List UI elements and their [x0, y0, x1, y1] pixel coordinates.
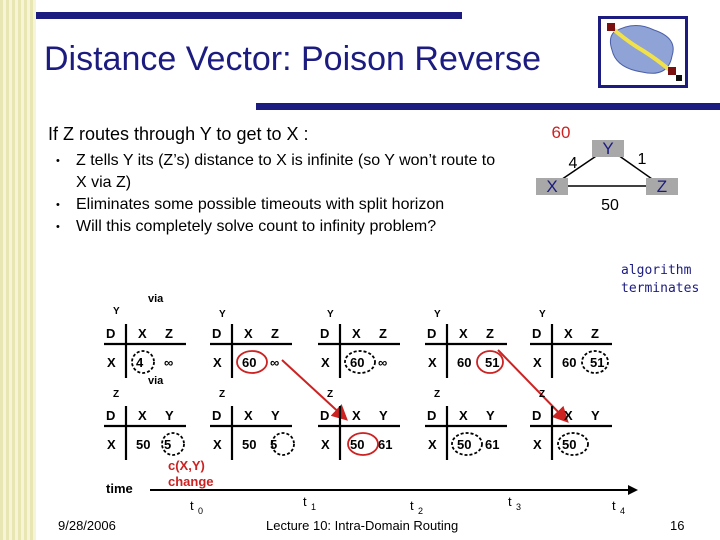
node-z-label: Z	[656, 177, 668, 196]
bullet-item: • Z tells Y its (Z’s) distance to X is infinite (so Y won’t route to X via Z)	[56, 150, 496, 194]
table-corner-sub: Y	[539, 309, 546, 320]
distance-tables	[0, 280, 720, 520]
time-tick-subscript: 1	[311, 502, 317, 512]
cost-xy-new: 60	[551, 123, 571, 142]
time-tick-label: t	[303, 494, 307, 509]
table-col-header: Y	[379, 408, 388, 423]
event-label: change	[168, 474, 214, 489]
table-corner-label: D	[212, 408, 222, 423]
table-row-label: X	[428, 437, 437, 452]
via-label: via	[148, 293, 164, 305]
table-corner-sub: Z	[113, 389, 120, 400]
network-diagram	[520, 116, 720, 226]
table-cell: 50	[242, 437, 257, 452]
table-col-header: Z	[379, 326, 387, 341]
table-cell: 5	[270, 437, 278, 452]
table-cell: ∞	[378, 355, 388, 370]
table-col-header: X	[459, 326, 468, 341]
table-corner-sub: Z	[327, 389, 334, 400]
table-row-label: X	[533, 355, 542, 370]
bullet-list	[56, 150, 496, 238]
intro-text: If Z routes through Y to get to X :	[48, 124, 309, 144]
table-row-label: X	[321, 437, 330, 452]
table-cell: 4	[136, 355, 144, 370]
table-cell: 51	[485, 355, 500, 370]
table-cell: 50	[457, 437, 472, 452]
time-tick-subscript: 3	[516, 502, 522, 512]
table-col-header: Y	[486, 408, 495, 423]
table-col-header: X	[244, 408, 253, 423]
bullet-item: • Eliminates some possible timeouts with split horizon	[56, 194, 496, 216]
time-tick-label: t	[190, 498, 194, 513]
slide-title: Distance Vector: Poison Reverse	[44, 40, 542, 78]
table-col-header: X	[244, 326, 253, 341]
table-row-label: X	[107, 437, 116, 452]
note-line: algorithm	[621, 263, 692, 278]
table-col-header: Z	[165, 326, 173, 341]
note-line: terminates	[621, 281, 700, 296]
table-cell: 50	[562, 437, 577, 452]
footer-course: Lecture 10: Intra-Domain Routing	[266, 518, 459, 533]
table-cell: 60	[457, 355, 472, 370]
table-cell: 50	[136, 437, 151, 452]
table-row-label: X	[533, 437, 542, 452]
time-axis-arrowhead	[628, 485, 638, 495]
table-corner-sub: Y	[219, 309, 226, 320]
event-label: c(X,Y)	[168, 458, 205, 473]
via-label: via	[148, 375, 164, 387]
footer-page: 16	[670, 518, 685, 533]
table-col-header: X	[138, 326, 147, 341]
table-corner-sub: Y	[113, 306, 120, 317]
top-title-bar	[36, 12, 462, 19]
table-col-header: X	[564, 326, 573, 341]
table-corner-sub: Y	[434, 309, 441, 320]
table-corner-sub: Z	[434, 389, 441, 400]
table-cell: ∞	[164, 355, 174, 370]
cost-xz: 50	[601, 197, 619, 214]
table-corner-label: D	[106, 326, 116, 341]
table-corner-label: D	[106, 408, 116, 423]
table-col-header: X	[138, 408, 147, 423]
time-tick-label: t	[410, 498, 414, 513]
bullet-item: • Will this completely solve count to infinity problem?	[56, 216, 496, 238]
table-col-header: X	[352, 408, 361, 423]
table-cell: 61	[485, 437, 500, 452]
table-corner-label: D	[320, 408, 330, 423]
table-row-label: X	[213, 355, 222, 370]
table-col-header: X	[564, 408, 573, 423]
table-col-header: X	[352, 326, 361, 341]
node-x-label: X	[546, 177, 558, 196]
under-title-bar	[256, 103, 720, 110]
table-cell: 61	[378, 437, 393, 452]
table-corner-label: D	[532, 326, 542, 341]
cost-yz: 1	[637, 151, 647, 168]
table-row-label: X	[107, 355, 116, 370]
time-tick-subscript: 0	[198, 506, 204, 516]
table-cell: 60	[562, 355, 577, 370]
network-cloud-logo	[598, 16, 688, 88]
table-corner-label: D	[320, 326, 330, 341]
table-col-header: Y	[271, 408, 280, 423]
table-row-label: X	[321, 355, 330, 370]
node-y-label: Y	[602, 139, 614, 158]
cost-xy-old: 4	[568, 155, 578, 172]
time-label: time	[106, 481, 133, 496]
table-corner-label: D	[427, 408, 437, 423]
table-cell: ∞	[270, 355, 280, 370]
table-row-label: X	[428, 355, 437, 370]
table-corner-sub: Z	[219, 389, 226, 400]
table-corner-label: D	[427, 326, 437, 341]
time-tick-label: t	[612, 498, 616, 513]
table-col-header: Z	[271, 326, 279, 341]
table-col-header: Y	[165, 408, 174, 423]
table-cell: 50	[350, 437, 365, 452]
time-tick-label: t	[508, 494, 512, 509]
table-cell: 60	[242, 355, 257, 370]
table-col-header: Z	[591, 326, 599, 341]
time-tick-subscript: 2	[418, 506, 424, 516]
table-col-header: Y	[591, 408, 600, 423]
table-corner-label: D	[532, 408, 542, 423]
table-cell: 60	[350, 355, 365, 370]
table-cell: 5	[164, 437, 172, 452]
table-corner-label: D	[212, 326, 222, 341]
table-col-header: X	[459, 408, 468, 423]
table-corner-sub: Y	[327, 309, 334, 320]
table-cell: 51	[590, 355, 605, 370]
time-tick-subscript: 4	[620, 506, 626, 516]
table-col-header: Z	[486, 326, 494, 341]
arrow-t1	[282, 360, 345, 418]
table-row-label: X	[213, 437, 222, 452]
footer-date: 9/28/2006	[58, 518, 116, 533]
table-corner-sub: Z	[539, 389, 546, 400]
